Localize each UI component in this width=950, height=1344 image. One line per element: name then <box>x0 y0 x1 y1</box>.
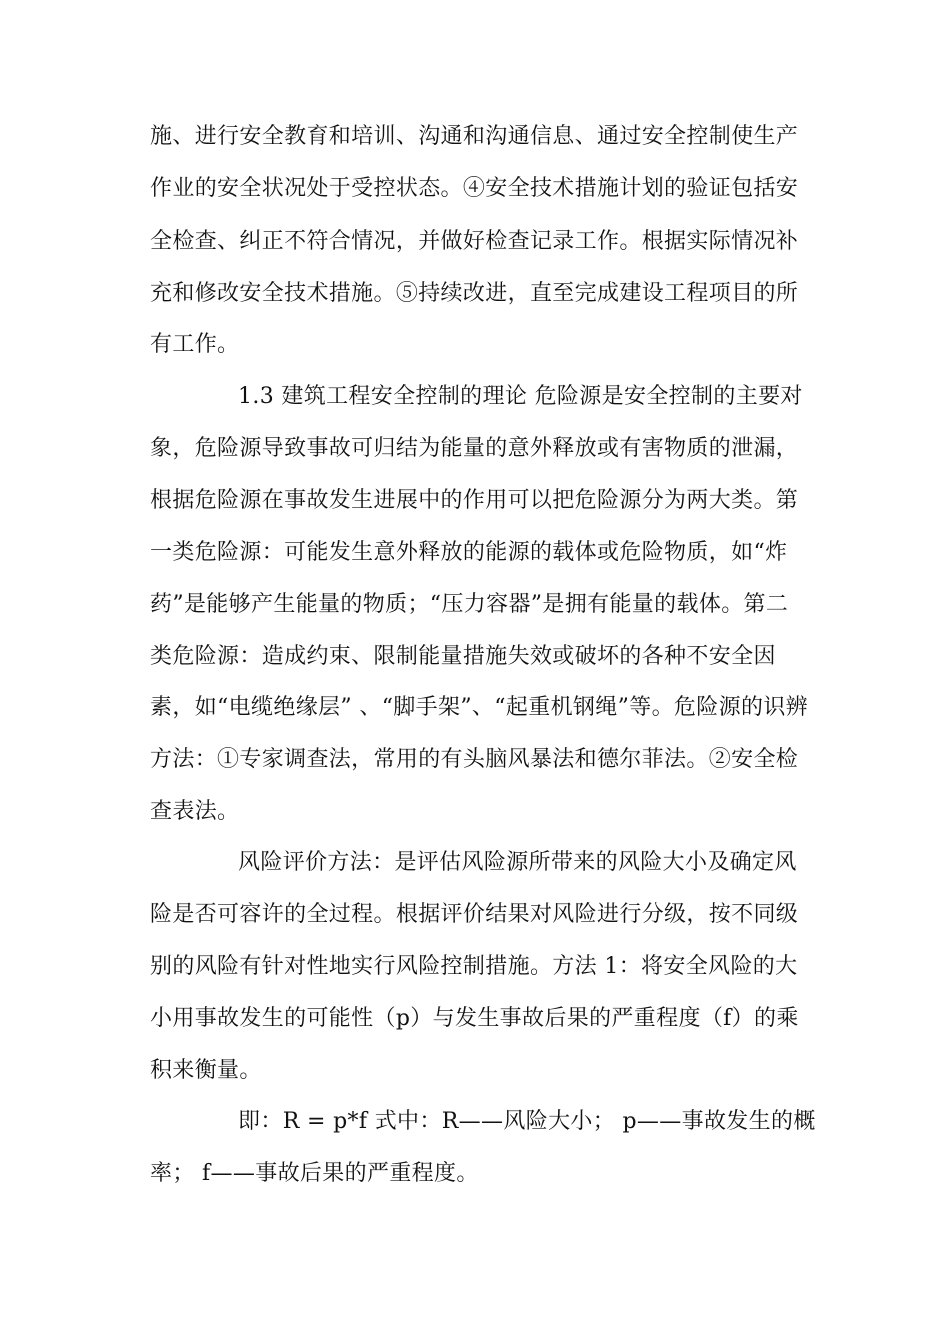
text-line: 小用事故发生的可能性（p）与发生事故后果的严重程度（f）的乘 <box>150 1006 799 1031</box>
text-line: 根据危险源在事故发生进展中的作用可以把危险源分为两大类。第 <box>150 488 799 513</box>
text-line: 作业的安全状况处于受控状态。④安全技术措施计划的验证包括安 <box>150 176 799 201</box>
text-line: 象，危险源导致事故可归结为能量的意外释放或有害物质的泄漏， <box>150 436 799 461</box>
text-line: 素，如“电缆绝缘层” 、“脚手架”、“起重机钢绳”等。危险源的识辨 <box>150 695 809 720</box>
section-heading-line: 1.3 建筑工程安全控制的理论 危险源是安全控制的主要对 <box>238 384 803 409</box>
text-line: 风险评价方法：是评估风险源所带来的风险大小及确定风 <box>238 850 797 875</box>
text-line: 充和修改安全技术措施。⑤持续改进，直至完成建设工程项目的所 <box>150 281 799 306</box>
text-line: 类危险源：造成约束、限制能量措施失效或破坏的各种不安全因 <box>150 644 776 669</box>
text-line: 率； f——事故后果的严重程度。 <box>150 1161 479 1186</box>
text-line: 有工作。 <box>150 332 240 357</box>
text-line: 积来衡量。 <box>150 1058 262 1083</box>
formula-line: 即：R = p*f 式中：R——风险大小； p——事故发生的概 <box>238 1109 816 1134</box>
text-line: 险是否可容许的全过程。根据评价结果对风险进行分级，按不同级 <box>150 902 799 927</box>
text-line: 方法：①专家调查法，常用的有头脑风暴法和德尔菲法。②安全检 <box>150 747 799 772</box>
text-line: 药”是能够产生能量的物质；“压力容器”是拥有能量的载体。第二 <box>150 592 789 617</box>
text-line: 施、进行安全教育和培训、沟通和沟通信息、通过安全控制使生产 <box>150 124 799 149</box>
text-line: 全检查、纠正不符合情况，并做好检查记录工作。根据实际情况补 <box>150 229 799 254</box>
text-line: 一类危险源：可能发生意外释放的能源的载体或危险物质，如“炸 <box>150 540 788 565</box>
text-line: 别的风险有针对性地实行风险控制措施。方法 1：将安全风险的大 <box>150 954 798 979</box>
text-line: 查表法。 <box>150 799 240 824</box>
